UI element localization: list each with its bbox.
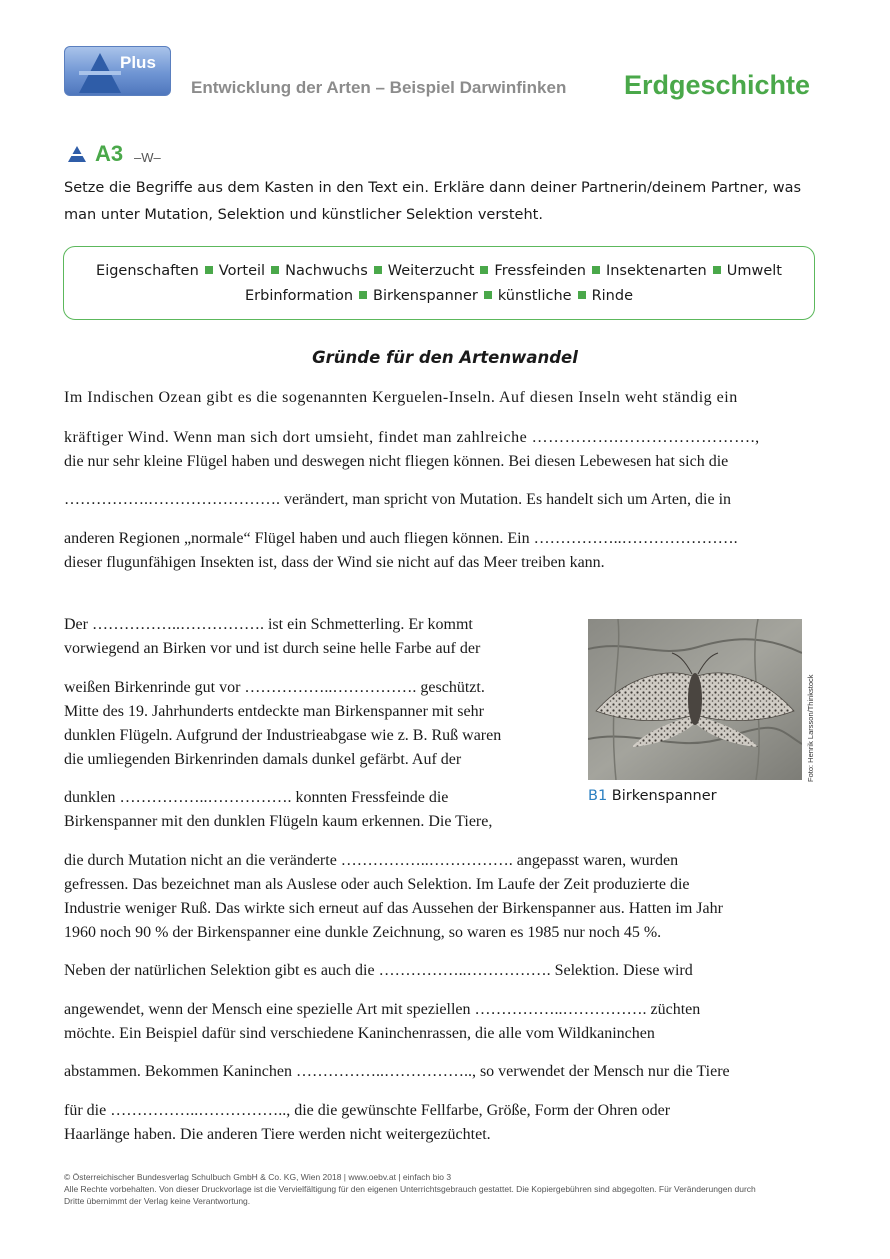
triangle-logo-icon [77,51,123,95]
word-item: Vorteil [218,263,266,279]
word-item: Rinde [591,288,633,304]
text-line: Neben der natürlichen Selektion gibt es auch die ……………..……………. Selektion. Diese wird [64,962,693,979]
word-item: Birkenspanner [373,288,478,304]
triangle-level-icon [68,146,86,167]
task-level: –W– [134,150,161,165]
text-line: Der ……………..……………. ist ein Schmetterling. Er kommt [64,616,473,633]
logo-text: Plus [120,53,156,72]
word-box [63,246,815,320]
text-line: dunklen ……………..……………. konnten Fressfeinde die [64,789,449,806]
text-title: Gründe für den Artenwandel [312,348,578,367]
header-subject: Erdgeschichte [623,70,810,100]
text-line: Birkenspanner mit den dunklen Flügeln kaum erkennen. Die Tiere, [64,813,493,830]
figure-caption [588,788,717,804]
word-item: Eigenschaften [96,263,199,279]
text-line: 1960 noch 90 % der Birkenspanner eine dunkle Zeichnung, so waren es 1985 nur noch 45 %. [64,924,662,941]
word-item: Umwelt [726,263,782,279]
word-item: Nachwuchs [285,263,368,279]
photo-credit-text: Foto: Henrik Larsson/Thinkstock [806,674,815,782]
square-bullet-icon [480,266,488,274]
text-line: für die ……………..…………….., die die gewünschte Fellfarbe, Größe, Form der Ohren oder [64,1102,671,1119]
figure-label: B1 [588,788,608,804]
word-item: Fressfeinden [494,263,586,279]
text-line: Im Indischen Ozean gibt es die sogenannten Kerguelen-Inseln. Auf diesen Inseln weht ständig ein [64,389,738,406]
word-item: Erbinformation [245,288,354,304]
square-bullet-icon [578,291,586,299]
footer-line: © Österreichischer Bundesverlag Schulbuch GmbH & Co. KG, Wien 2018 | www.oebv.at | einfach bio 3 [64,1172,452,1182]
moth-photo [588,619,802,780]
task-number: A3 [95,141,124,166]
moth-on-bark-image [588,619,802,780]
word-box-row [78,284,800,309]
text-line: Haarlänge haben. Die anderen Tiere werden nicht weitergezüchtet. [64,1126,491,1143]
text-line: die nur sehr kleine Flügel haben und deswegen nicht fliegen können. Bei diesen Lebewesen hat sich die [64,453,729,470]
text-line: die umliegenden Birkenrinden damals dunkel gefärbt. Auf der [64,751,462,768]
plus-logo [64,46,171,96]
square-bullet-icon [484,291,492,299]
text-line: Mitte des 19. Jahrhunderts entdeckte man Birkenspanner mit sehr [64,703,484,720]
word-item: künstliche [497,288,572,304]
instruction-line: man unter Mutation, Selektion und künstlicher Selektion versteht. [64,207,543,223]
text-line: vorwiegend an Birken vor und ist durch seine helle Farbe auf der [64,640,481,657]
square-bullet-icon [271,266,279,274]
text-line: Industrie weniger Ruß. Das wirkte sich erneut auf das Aussehen der Birkenspanner aus. Hatten im Jahr [64,900,723,917]
figure-caption-text: Birkenspanner [611,788,717,804]
text-line: dieser flugunfähigen Insekten ist, dass der Wind sie nicht auf das Meer treiben kann. [64,554,605,571]
header-title: Entwicklung der Arten – Beispiel Darwinfinken [191,78,567,97]
square-bullet-icon [374,266,382,274]
text-line: anderen Regionen „normale“ Flügel haben und auch fliegen können. Ein ……………..…………………. [64,530,738,547]
square-bullet-icon [359,291,367,299]
photo-credit [800,662,828,782]
text-line: weißen Birkenrinde gut vor ……………..……………. geschützt. [64,679,485,696]
text-line: kräftiger Wind. Wenn man sich dort umsieht, findet man zahlreiche …………….……………………., [64,429,760,446]
square-bullet-icon [713,266,721,274]
footer [64,1171,824,1207]
word-item: Insektenarten [605,263,707,279]
text-line: …………….……………………. verändert, man spricht von Mutation. Es handelt sich um Arten, die in [64,491,732,508]
footer-line: Dritte übernimmt der Verlag keine Verantwortung. [64,1196,251,1206]
text-line: abstammen. Bekommen Kaninchen ……………..…………….., so verwendet der Mensch nur die Tiere [64,1063,730,1080]
square-bullet-icon [592,266,600,274]
square-bullet-icon [205,266,213,274]
text-line: gefressen. Das bezeichnet man als Auslese oder auch Selektion. Im Laufe der Zeit produzierte die [64,876,690,893]
text-line: angewendet, wenn der Mensch eine spezielle Art mit speziellen ……………..……………. züchten [64,1001,701,1018]
task-instruction [64,175,824,229]
text-line: möchte. Ein Beispiel dafür sind verschiedene Kaninchenrassen, die alle vom Wildkaninchen [64,1025,655,1042]
text-line: die durch Mutation nicht an die veränderte ……………..……………. angepasst waren, wurden [64,852,679,869]
text-line: dunklen Flügeln. Aufgrund der Industrieabgase wie z. B. Ruß waren [64,727,502,744]
instruction-line: Setze die Begriffe aus dem Kasten in den Text ein. Erkläre dann deiner Partnerin/deinem Partner, was [64,180,802,196]
footer-line: Alle Rechte vorbehalten. Von dieser Druckvorlage ist die Vervielfältigung für den eigenen Unterrichtsgebrauch gestattet. Die Kopiergebühren sind abgegolten. Für Veränderungen durch [64,1184,756,1194]
word-box-row [78,259,800,284]
word-item: Weiterzucht [387,263,475,279]
